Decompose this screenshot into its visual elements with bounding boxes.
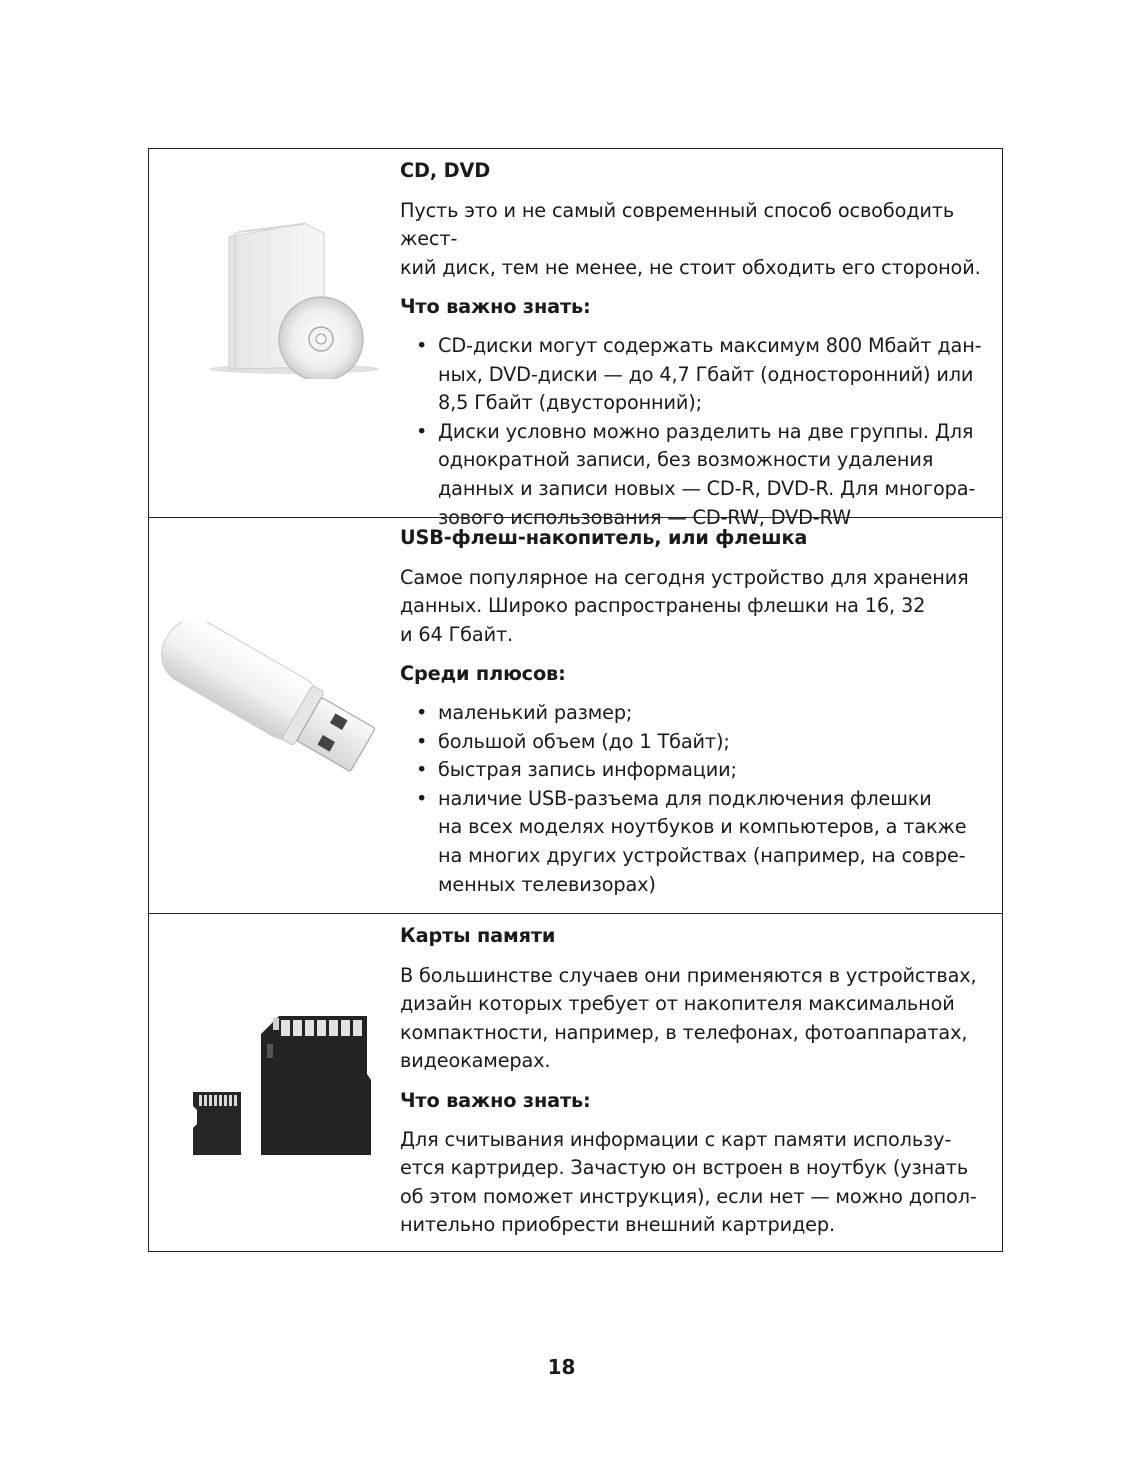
section-outro: Для считывания информации с карт памяти использу- ется картридер. Зачастую он встроен в ноутбук (узнать об этом поможет инструкция), если нет — можно допол- нительно приобрести внешний картридер. [400, 1127, 977, 1237]
section-title: CD, DVD [400, 159, 491, 182]
list-item: • маленький размер; [400, 699, 994, 728]
cd-dvd-text [400, 157, 994, 532]
bullet-list [400, 332, 994, 532]
page-number: 18 [547, 1355, 576, 1379]
table-row-cd-dvd [149, 149, 1002, 529]
memory-cards-image [189, 1010, 389, 1160]
section-title: Карты памяти [400, 924, 556, 947]
cd-dvd-box-image [199, 219, 429, 379]
table-row-usb-flash [149, 517, 1002, 913]
bullet-list [400, 699, 994, 899]
table-row-memory-cards [149, 913, 1002, 1251]
usb-flash-text [400, 524, 994, 899]
list-item: • быстрая запись информации; [400, 756, 994, 785]
section-subheading: Среди плюсов: [400, 662, 566, 686]
section-intro: Пусть это и не самый современный способ освободить жест- кий диск, тем не менее, не стоит обходить его стороной. [400, 198, 981, 279]
list-item: • Диски условно можно разделить на две группы. Для однократной записи, без возможности удаления данных и записи новых — CD-R, DVD-R. Для многора- зового использования — CD-RW, DVD-RW [400, 418, 994, 532]
list-item: • CD-диски могут содержать максимум 800 Мбайт дан- ных, DVD-диски — до 4,7 Гбайт (односторонний) или 8,5 Гбайт (двусторонний); [400, 332, 994, 418]
section-title: USB-флеш-накопитель, или флешка [400, 526, 808, 549]
usb-flash-drive-image [161, 622, 391, 772]
section-intro: В большинстве случаев они применяются в устройствах, дизайн которых требует от накопителя максимальной компактности, например, в телефонах, фотоаппаратах, видеокамерах. [400, 963, 977, 1073]
section-subheading: Что важно знать: [400, 1088, 591, 1112]
section-intro: Самое популярное на сегодня устройство для хранения данных. Широко распространены флешки на 16, 32 и 64 Гбайт. [400, 565, 969, 646]
devices-table [148, 148, 1003, 1252]
list-item: • большой объем (до 1 Тбайт); [400, 728, 994, 757]
list-item: • наличие USB-разъема для подключения флешки на всех моделях ноутбуков и компьютеров, а также на многих других устройствах (например, на совре- менных телевизорах) [400, 785, 994, 899]
memory-cards-text [400, 922, 994, 1240]
section-subheading: Что важно знать: [400, 295, 591, 319]
